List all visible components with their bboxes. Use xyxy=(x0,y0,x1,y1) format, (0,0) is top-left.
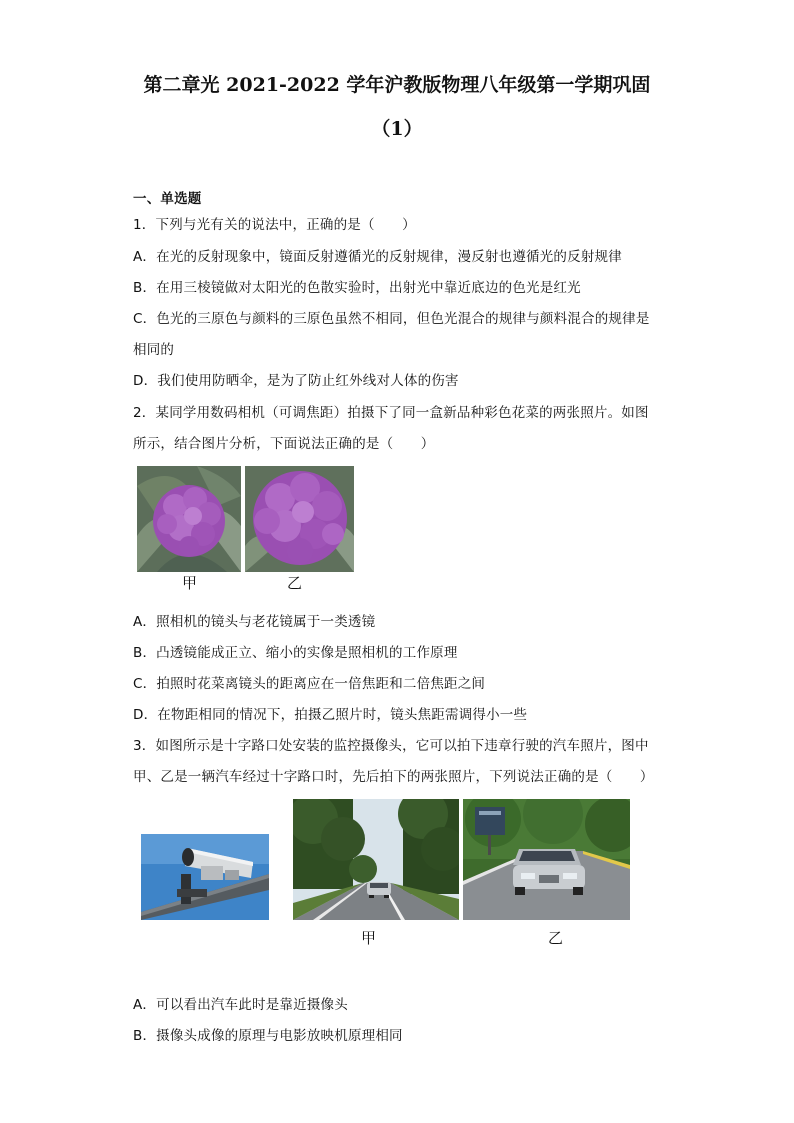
q1-option-a: A．在光的反射现象中，镜面反射遵循光的反射规律，漫反射也遵循光的反射规律 xyxy=(133,249,622,265)
q2-option-c: C．拍照时花菜离镜头的距离应在一倍焦距和二倍焦距之间 xyxy=(133,676,486,692)
car-photo-yi xyxy=(463,799,630,920)
cauliflower-photo-jia xyxy=(137,466,241,572)
q3-caption-yi: 乙 xyxy=(548,929,564,947)
q3-option-b: B．摄像头成像的原理与电影放映机原理相同 xyxy=(133,1028,403,1044)
q2-option-b: B．凸透镜能成正立、缩小的实像是照相机的工作原理 xyxy=(133,645,458,661)
q2-option-a: A．照相机的镜头与老花镜属于一类透镜 xyxy=(133,614,376,630)
q3-caption-jia: 甲 xyxy=(361,929,377,947)
surveillance-camera-photo xyxy=(141,834,269,920)
q1-option-d: D．我们使用防晒伞，是为了防止红外线对人体的伤害 xyxy=(133,373,459,389)
cauliflower-photo-yi xyxy=(245,466,354,572)
q1-option-c-continued: 相同的 xyxy=(133,342,175,358)
q2-option-d: D．在物距相同的情况下，拍摄乙照片时，镜头焦距需调得小一些 xyxy=(133,707,528,723)
q3-stem-continued: 甲、乙是一辆汽车经过十字路口时，先后拍下的两张照片，下列说法正确的是（ ） xyxy=(133,769,654,785)
q1-stem: 1．下列与光有关的说法中，正确的是（ ） xyxy=(133,217,416,233)
car-photo-jia xyxy=(293,799,459,920)
q3-stem: 3．如图所示是十字路口处安装的监控摄像头，它可以拍下违章行驶的汽车照片，图中 xyxy=(133,738,649,754)
q1-option-c: C．色光的三原色与颜料的三原色虽然不相同，但色光混合的规律与颜料混合的规律是 xyxy=(133,311,650,327)
q2-caption-jia: 甲 xyxy=(182,574,198,592)
q1-option-b: B．在用三棱镜做对太阳光的色散实验时，出射光中靠近底边的色光是红光 xyxy=(133,280,581,296)
q2-stem: 2．某同学用数码相机（可调焦距）拍摄下了同一盒新品种彩色花菜的两张照片。如图 xyxy=(133,405,649,421)
section-heading: 一、单选题 xyxy=(133,191,202,207)
q2-stem-continued: 所示，结合图片分析，下面说法正确的是（ ） xyxy=(133,436,435,452)
q3-option-a: A．可以看出汽车此时是靠近摄像头 xyxy=(133,997,348,1013)
q2-caption-yi: 乙 xyxy=(287,574,303,592)
document-title: 第二章光 2021-2022 学年沪教版物理八年级第一学期巩固 xyxy=(143,74,651,96)
document-title-suffix: （1） xyxy=(371,118,423,140)
